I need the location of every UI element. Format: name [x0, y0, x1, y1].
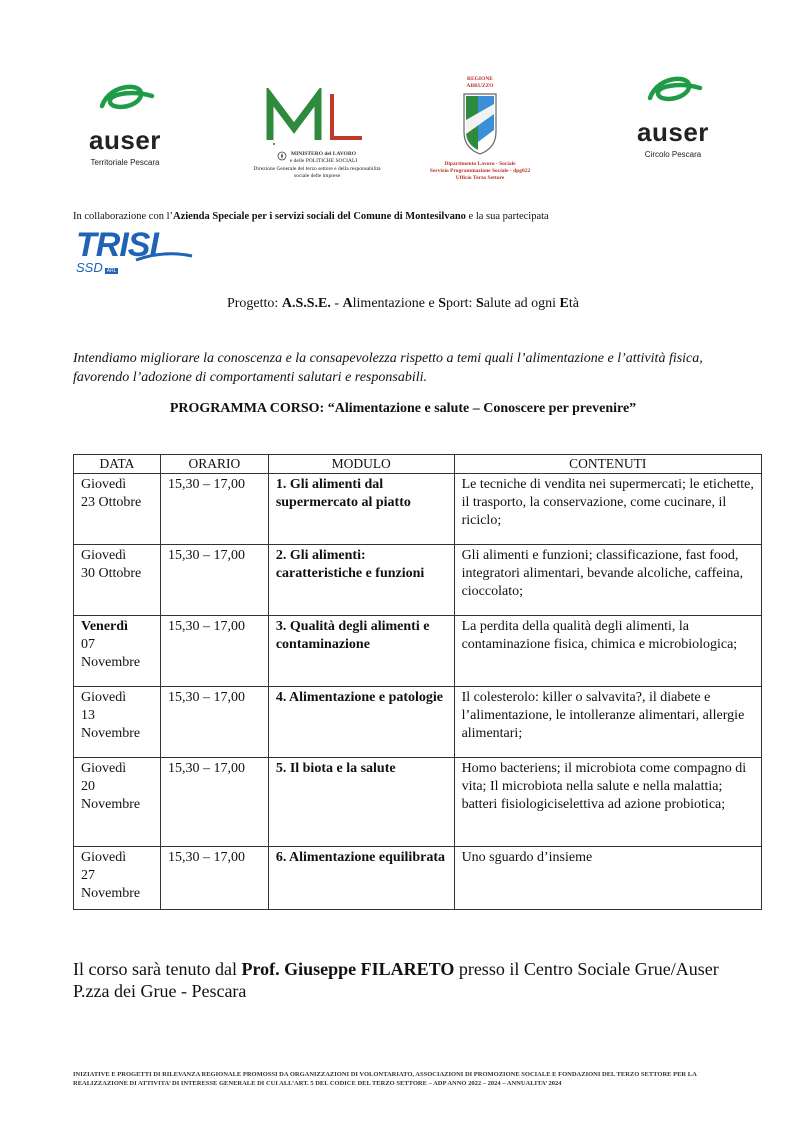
- auser-swoosh-icon: [80, 76, 170, 120]
- time-cell: 15,30 – 17,00: [160, 616, 268, 687]
- date-label: 30 Ottobre: [81, 566, 142, 581]
- project-title: [0, 296, 806, 312]
- project-initial: S: [475, 296, 484, 311]
- date-cell: [74, 687, 161, 758]
- ministry-caption: Direzione Generale del terzo settore e della responsabilità sociale delle imprese: [253, 166, 381, 179]
- auser-logo-subtitle: Circolo Pescara: [644, 150, 702, 159]
- module-cell: 1. Gli alimenti dal supermercato al piatto: [268, 474, 454, 545]
- abruzzo-dept: Dipartimento Lavoro - Sociale: [444, 161, 516, 167]
- project-label: Progetto:: [226, 296, 282, 311]
- date-label: 13 Novembre: [81, 708, 141, 741]
- ministry-subname: e delle POLITICHE SOCIALI: [289, 158, 358, 164]
- abruzzo-region-label: REGIONE ABRUZZO: [466, 76, 494, 89]
- day-label: Giovedì: [81, 761, 127, 776]
- project-initial: A: [342, 296, 353, 311]
- table-row: [74, 545, 762, 616]
- auser-logo-word: auser: [89, 125, 161, 155]
- day-label: Giovedì: [81, 690, 127, 705]
- collab-prefix: In collaborazione con l’: [73, 211, 173, 222]
- project-acronym: A.S.S.E.: [281, 296, 331, 311]
- auser-territoriale-logo: [80, 76, 170, 167]
- auser-swoosh-icon: [628, 68, 718, 112]
- collab-suffix: e la sua partecipata: [465, 211, 549, 222]
- content-cell: Uno sguardo d’insieme: [454, 847, 761, 910]
- header-contents: CONTENUTI: [454, 455, 761, 474]
- module-cell: 6. Alimentazione equilibrata: [268, 847, 454, 910]
- content-cell: Gli alimenti e funzioni; classificazione, fast food, integratori alimentari, bevande alcoliche, caffeina, cioccolato;: [454, 545, 761, 616]
- time-cell: 15,30 – 17,00: [160, 847, 268, 910]
- footer-note: INIZIATIVE E PROGETTI DI RILEVANZA REGIONALE PROMOSSI DA ORGANIZZAZIONI DI VOLONTARIATO, ASSOCIAZIONI DI PROMOZIONE SOCIALE E FONDAZIONI DEL TERZO SETTORE PER LA REALIZZAZIONE DI ATTIVITA’ DI INTERESSE GENERALE DI CUI ALL’ART. 5 DEL CODICE DEL TERZO SETTORE – ADP ANNO 2022 – 2024 – ANNUALITA’ 2024: [73, 1071, 697, 1087]
- closing-suffix: presso il Centro Sociale Grue/Auser: [454, 959, 719, 979]
- abruzzo-office: Ufficio Terzo Settore: [455, 175, 505, 181]
- module-cell: 4. Alimentazione e patologie: [268, 687, 454, 758]
- time-cell: 15,30 – 17,00: [160, 758, 268, 847]
- table-header-row: [74, 455, 762, 474]
- table-row: [74, 616, 762, 687]
- auser-logo-word: auser: [637, 117, 709, 147]
- date-label: 23 Ottobre: [81, 495, 142, 510]
- date-cell: [74, 758, 161, 847]
- project-word: limentazione e: [352, 296, 439, 311]
- content-cell: Homo bacteriens; il microbiota come compagno di vita; Il microbiota nella salute e nella malattia; batteri fisiologiciselettiva ad azione probiotica;: [454, 758, 761, 847]
- content-cell: La perdita della qualità degli alimenti, la contaminazione fisica, chimica e microbiologica;: [454, 616, 761, 687]
- trisi-suffix2: ARL: [106, 268, 117, 274]
- content-cell: Le tecniche di vendita nei supermercati; le etichette, il trasporto, la conservazione, come cucinare, il riciclo;: [454, 474, 761, 545]
- time-cell: 15,30 – 17,00: [160, 687, 268, 758]
- trisi-word: TRISI: [76, 226, 158, 264]
- module-cell: 2. Gli alimenti: caratteristiche e funzioni: [268, 545, 454, 616]
- project-initial: E: [559, 296, 569, 311]
- teacher-name: Prof. Giuseppe FILARETO: [241, 959, 455, 979]
- date-cell: [74, 847, 161, 910]
- time-cell: 15,30 – 17,00: [160, 545, 268, 616]
- time-cell: 15,30 – 17,00: [160, 474, 268, 545]
- date-label: 27 Novembre: [81, 868, 141, 901]
- header-module: MODULO: [268, 455, 454, 474]
- date-label: 20 Novembre: [81, 779, 141, 812]
- header-date: DATA: [74, 455, 161, 474]
- trisi-logo: [76, 228, 206, 278]
- closing-paragraph: [73, 958, 753, 1002]
- trisi-swoosh-icon: [134, 250, 194, 264]
- project-word: tà: [568, 296, 579, 311]
- day-label: Giovedì: [81, 548, 127, 563]
- closing-address: P.zza dei Grue - Pescara: [73, 981, 247, 1001]
- project-word: alute ad ogni: [483, 296, 560, 311]
- header-time: ORARIO: [160, 455, 268, 474]
- date-cell: [74, 474, 161, 545]
- collab-entity: Azienda Speciale per i servizi sociali del Comune di Montesilvano: [173, 211, 466, 222]
- schedule-table: [73, 454, 762, 910]
- ministry-ml-icon: [252, 88, 382, 146]
- project-initial: S: [438, 296, 446, 311]
- day-label: Giovedì: [81, 477, 127, 492]
- project-separator: -: [330, 296, 343, 311]
- date-cell: [74, 545, 161, 616]
- auser-circolo-logo: [628, 68, 718, 159]
- day-label: Venerdì: [81, 619, 128, 634]
- table-row: [74, 687, 762, 758]
- closing-prefix: Il corso sarà tenuto dal: [73, 959, 242, 979]
- intro-paragraph: Intendiamo migliorare la conoscenza e la consapevolezza rispetto a temi quali l’alimentazione e l’attività fisica, favorendo l’adozione di comportamenti salutari e responsabili.: [73, 351, 703, 385]
- module-cell: 3. Qualità degli alimenti e contaminazione: [268, 616, 454, 687]
- collaboration-line: [73, 211, 549, 222]
- ministry-name: MINISTERO del LAVORO: [290, 151, 357, 157]
- day-label: Giovedì: [81, 850, 127, 865]
- date-cell: [74, 616, 161, 687]
- republic-emblem-icon: [277, 151, 287, 161]
- table-row: [74, 474, 762, 545]
- abruzzo-service: Servizio Programmazione Sociale - dpg022: [429, 168, 531, 174]
- table-row: [74, 847, 762, 910]
- table-row: [74, 758, 762, 847]
- content-cell: Il colesterolo: killer o salvavita?, il diabete e l’alimentazione, le intolleranze alimentari, allergie alimentari;: [454, 687, 761, 758]
- project-word: port:: [445, 296, 476, 311]
- program-title: PROGRAMMA CORSO: “Alimentazione e salute – Conoscere per prevenire”: [169, 401, 637, 416]
- module-cell: 5. Il biota e la salute: [268, 758, 454, 847]
- trisi-suffix: SSD: [76, 260, 103, 275]
- abruzzo-shield-icon: [420, 90, 540, 156]
- regione-abruzzo-logo: [420, 76, 540, 182]
- date-label: 07 Novembre: [81, 637, 141, 670]
- auser-logo-subtitle: Territoriale Pescara: [90, 158, 160, 167]
- ministry-logo: [252, 88, 382, 180]
